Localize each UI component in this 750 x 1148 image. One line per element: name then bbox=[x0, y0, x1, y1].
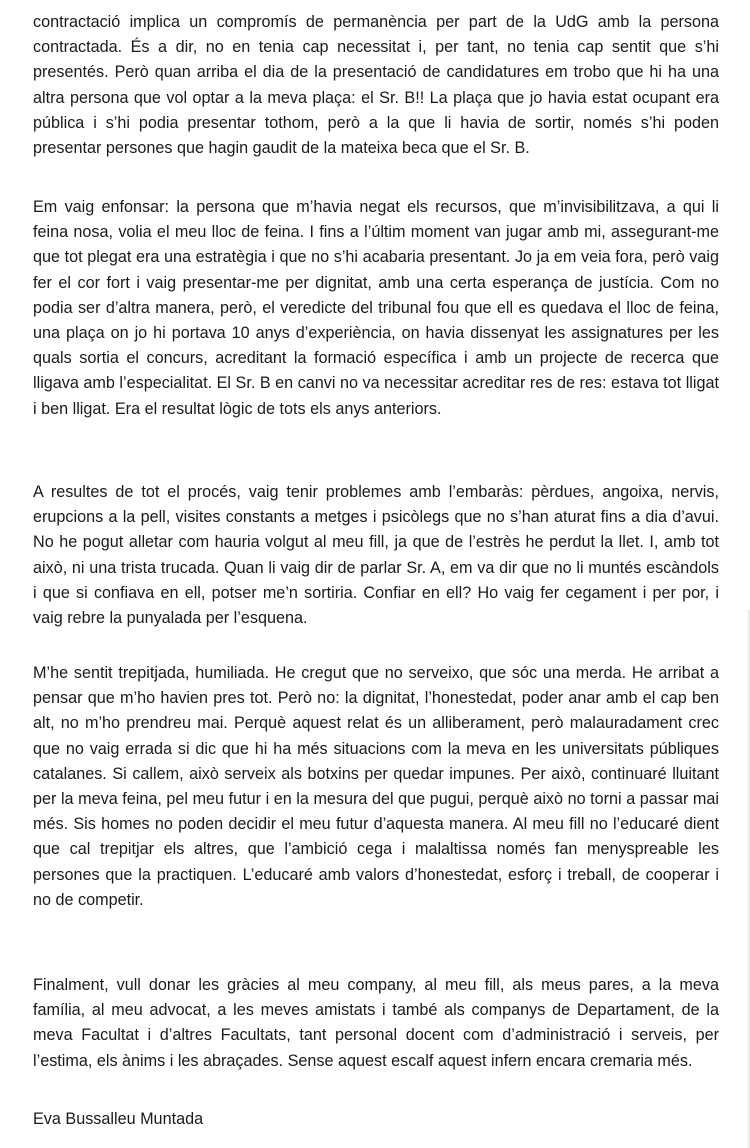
paragraph-2: Em vaig enfonsar: la persona que m’havia negat els recursos, que m’invisibilitzava, a qui li feina nosa, volia el meu lloc de feina. I fins a l’últim moment van jugar amb mi, assegurant-me que tot plegat era una estratègia i que no s’hi acabaria presentant. Jo ja em veia fora, però vaig fer el cor fort i vaig presentar-me per dignitat, amb una certa esperança de justícia. Com no podia ser d’altra manera, però, el veredicte del tribunal fou que ell es quedava el lloc de feina, una plaça on jo hi portava 10 anys d’experiència, on havia dissenyat les assignatures per les quals sortia el concurs, acreditant la formació específica i amb un projecte de recerca que lligava amb l’especialitat. El Sr. B en canvi no va necessitar acreditar res de res: estava tot lligat i ben lligat. Era el resultat lògic de tots els anys anteriors. bbox=[33, 198, 719, 418]
paragraph-3: A resultes de tot el procés, vaig tenir problemes amb l’embaràs: pèrdues, angoixa, nervis, erupcions a la pell, visites constants a metges i psicòlegs que no s’han aturat fins a dia d’avui. No he pogut alletar com hauria volgut al meu fill, ja que de l’estrès he perdut la llet. I, amb tot això, ni una trista trucada. Quan li vaig dir de parlar Sr. A, em va dir que no li muntés escàndols i que si confiava en ell, potser me’n sortiria. Confiar en ell? Ho vaig fer cegament i per por, i vaig rebre la punyalada per l’esquena. bbox=[33, 483, 719, 628]
paragraph-1: contractació implica un compromís de permanència per part de la UdG amb la persona contractada. És a dir, no en tenia cap necessitat i, per tant, no tenia cap sentit que s’hi presentés. Però quan arriba el dia de la presentació de candidatures em trobo que hi ha una altra persona que vol optar a la meva plaça: el Sr. B!! La plaça que jo havia estat ocupant era pública i s’hi podia presentar tothom, però a la que li havia de sortir, només s’hi poden presentar persones que hagin gaudit de la mateixa beca que el Sr. B. bbox=[33, 13, 719, 158]
paragraph-5: Finalment, vull donar les gràcies al meu company, al meu fill, als meus pares, a la meva família, al meu advocat, a les meves amistats i també als companys de Departament, de la meva Facultat i d’altres Facultats, tant personal docent com d’administració i serveis, per l’estima, els ànims i les abraçades. Sense aquest escalf aquest infern encara cremaria més. bbox=[33, 976, 719, 1070]
signature: Eva Bussalleu Muntada bbox=[33, 1110, 204, 1128]
page-edge-shadow bbox=[746, 610, 750, 1148]
paragraph-4: M’he sentit trepitjada, humiliada. He cregut que no serveixo, que sóc una merda. He arribat a pensar que m’ho havien pres tot. Però no: la dignitat, l’honestedat, poder anar amb el cap ben alt, no m’ho prendreu mai. Perquè aquest relat és un alliberament, però malauradament crec que no vaig errada si dic que hi ha més situacions com la meva en les universitats públiques catalanes. Si callem, això serveix als botxins per quedar impunes. Per això, continuaré lluitant per la meva feina, pel meu futur i en la mesura del que pugui, perquè això no torni a passar mai més. Sis homes no poden decidir el meu futur d’aquesta manera. Al meu fill no l’educaré dient que cal trepitjar els altres, que l’ambició cega i malaltissa només fan menyspreable les persones que la practiquen. L’educaré amb valors d’honestedat, esforç i treball, de cooperar i no de competir. bbox=[33, 664, 719, 909]
